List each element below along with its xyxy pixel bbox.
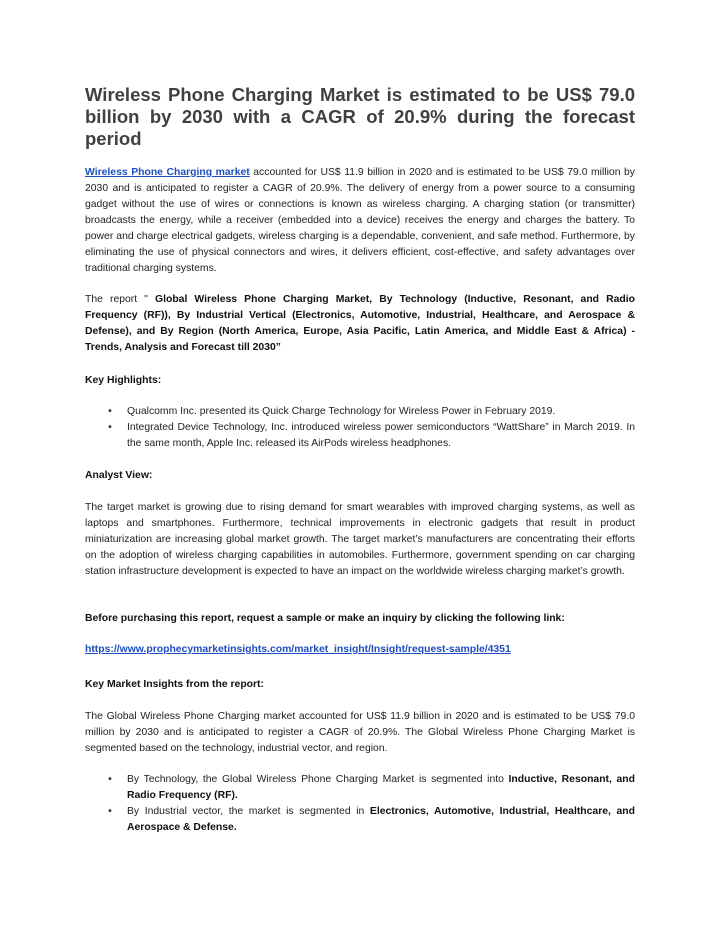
request-sample-link[interactable]: https://www.prophecymarketinsights.com/market_insight/Insight/request-sample/4351	[85, 644, 511, 655]
cta-paragraph	[85, 642, 635, 658]
key-highlights-heading: Key Highlights:	[85, 375, 162, 386]
list-item-text: By Technology, the Global Wireless Phone Charging Market is segmented into	[127, 774, 509, 785]
key-highlights-list	[85, 404, 635, 452]
market-link[interactable]: Wireless Phone Charging market	[85, 167, 250, 178]
bullet-icon: •	[108, 806, 112, 817]
bullet-icon: •	[108, 422, 112, 433]
bullet-icon: •	[108, 406, 112, 417]
key-market-insights-heading: Key Market Insights from the report:	[85, 679, 264, 690]
list-item	[85, 772, 635, 804]
analyst-view-paragraph: The target market is growing due to rising demand for smart wearables with improved charging systems, as well as laptops and smartphones. Furthermore, technical improvements in electronic gadgets that result in product miniaturization are increasing global market growth. The target market’s manufacturers are concentrating their efforts on the adoption of wireless charging capabilities in automobiles. Furthermore, government spending on car charging station infrastructure development is expected to have an impact on the worldwide wireless charging market’s growth.	[85, 502, 635, 577]
list-item-text: By Industrial vector, the market is segmented in	[127, 806, 370, 817]
bullet-icon: •	[108, 774, 112, 785]
cta-text: Before purchasing this report, request a sample or make an inquiry by clicking the following link:	[85, 613, 565, 624]
key-market-insights-paragraph: The Global Wireless Phone Charging market accounted for US$ 11.9 billion in 2020 and is estimated to be US$ 79.0 million by 2030 and is anticipated to register a CAGR of 20.9%. The Global Wireless Phone Charging Market is segmented based on the technology, industrial vector, and region.	[85, 711, 635, 754]
list-item	[85, 420, 635, 452]
list-item-bold: Electronics, Automotive, Industrial, Healthcare, and Aerospace & Defense.	[127, 806, 635, 833]
list-item-text: Qualcomm Inc. presented its Quick Charge Technology for Wireless Power in February 2019.	[127, 406, 556, 417]
analyst-view-heading: Analyst View:	[85, 470, 153, 481]
list-item	[85, 404, 635, 420]
report-paragraph	[85, 292, 635, 356]
report-prefix: The report "	[85, 294, 156, 305]
intro-text: accounted for US$ 11.9 billion in 2020 and is estimated to be US$ 79.0 million by 2030 and is anticipated to register a CAGR of 20.9%. The delivery of energy from a power source to a consuming gadget without the use of wires or connections is known as wireless charging. A charging station (or transmitter) broadcasts the energy, while a receiver (embedded into a device) receives the energy and charges the battery. To power and charge electrical gadgets, wireless charging is a dependable, convenient, and safe method. Furthermore, by eliminating the use of physical connectors and wires, it delivers efficient, cost-effective, and safety advantages over traditional charging systems.	[85, 167, 635, 274]
intro-paragraph	[85, 165, 635, 277]
page-title: Wireless Phone Charging Market is estimated to be US$ 79.0 billion by 2030 with a CAGR of 20.9% during the forecast period	[85, 84, 635, 149]
segments-list	[85, 772, 635, 836]
list-item-text: Integrated Device Technology, Inc. introduced wireless power semiconductors “WattShare” in March 2019. In the same month, Apple Inc. released its AirPods wireless headphones.	[127, 422, 635, 449]
list-item	[85, 804, 635, 836]
report-name: Global Wireless Phone Charging Market, By Technology (Inductive, Resonant, and Radio Frequency (RF)), By Industrial Vertical (Electronics, Automotive, Industrial, Healthcare, and Aerospace & Defense), and By Region (North America, Europe, Asia Pacific, Latin America, and Middle East & Africa) - Trends, Analysis and Forecast till 2030”	[85, 294, 635, 353]
list-item-bold: Inductive, Resonant, and Radio Frequency (RF).	[127, 774, 635, 801]
